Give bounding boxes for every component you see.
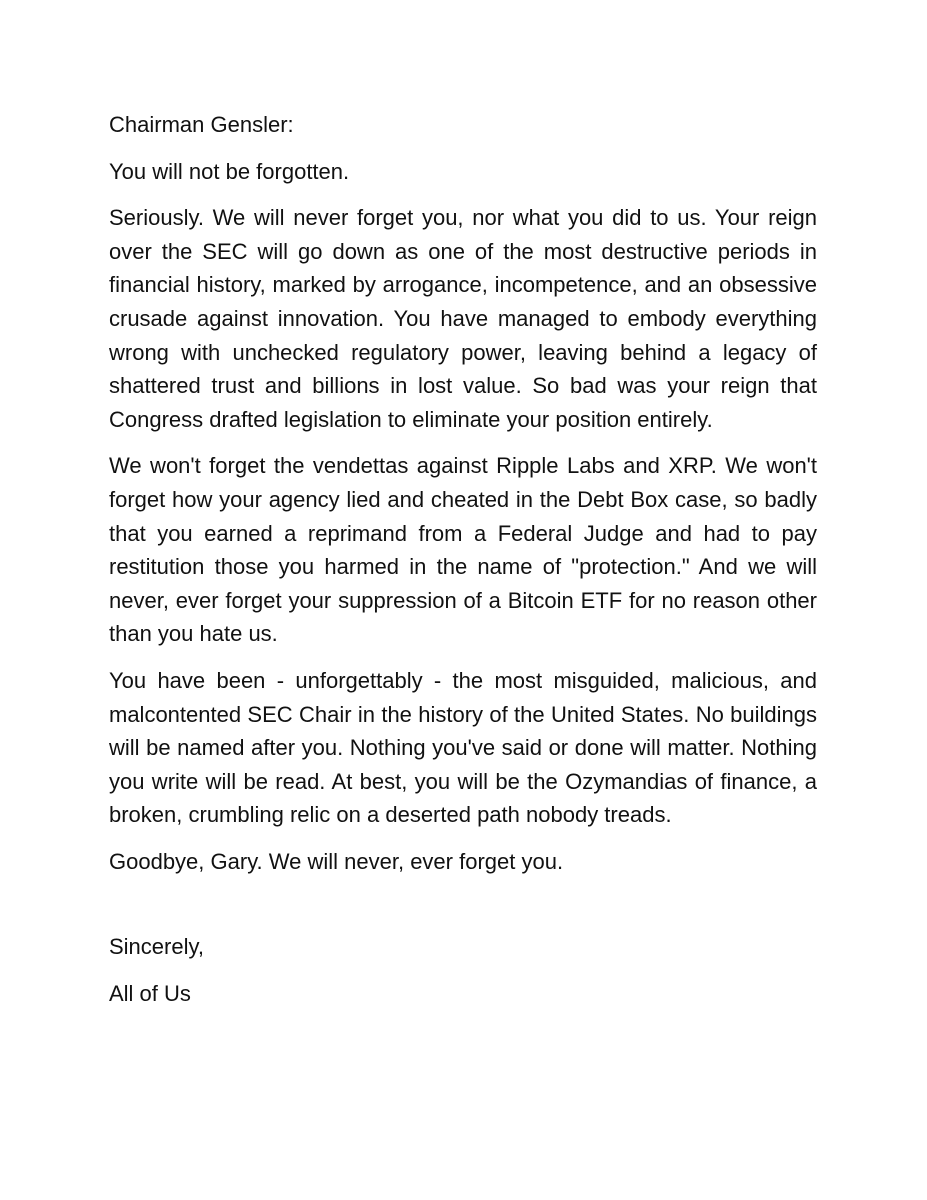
signoff: Sincerely, <box>109 934 204 960</box>
letter-body <box>109 108 817 1024</box>
signature: All of Us <box>109 981 191 1007</box>
closing-line: Goodbye, Gary. We will never, ever forget you. <box>109 848 564 874</box>
paragraph-1: Seriously. We will never forget you, nor what you did to us. Your reign over the SEC will go down as one of the most destructive periods in financial history, marked by arrogance, incompetence, and an obsessive crusade against innovation. You have managed to embody everything wrong with unchecked regulatory power, leaving behind a legacy of shattered trust and billions in lost value. So bad was your reign that Congress drafted legislation to eliminate your position entirely. <box>109 205 817 432</box>
paragraph-3: You have been - unforgettably - the most misguided, malicious, and malcontented SEC Chair in the history of the United States. No buildings will be named after you. Nothing you've said or done will matter. Nothing you write will be read. At best, you will be the Ozymandias of finance, a broken, crumbling relic on a deserted path nobody treads. <box>109 667 817 828</box>
salutation: Chairman Gensler: <box>109 112 294 137</box>
paragraph-2: We won't forget the vendettas against Ripple Labs and XRP. We won't forget how your agency lied and cheated in the Debt Box case, so badly that you earned a reprimand from a Federal Judge and had to pay restitution those you harmed in the name of "protection." And we will never, ever forget your suppression of a Bitcoin ETF for no reason other than you hate us. <box>109 453 817 647</box>
opening-line: You will not be forgotten. <box>109 158 350 184</box>
